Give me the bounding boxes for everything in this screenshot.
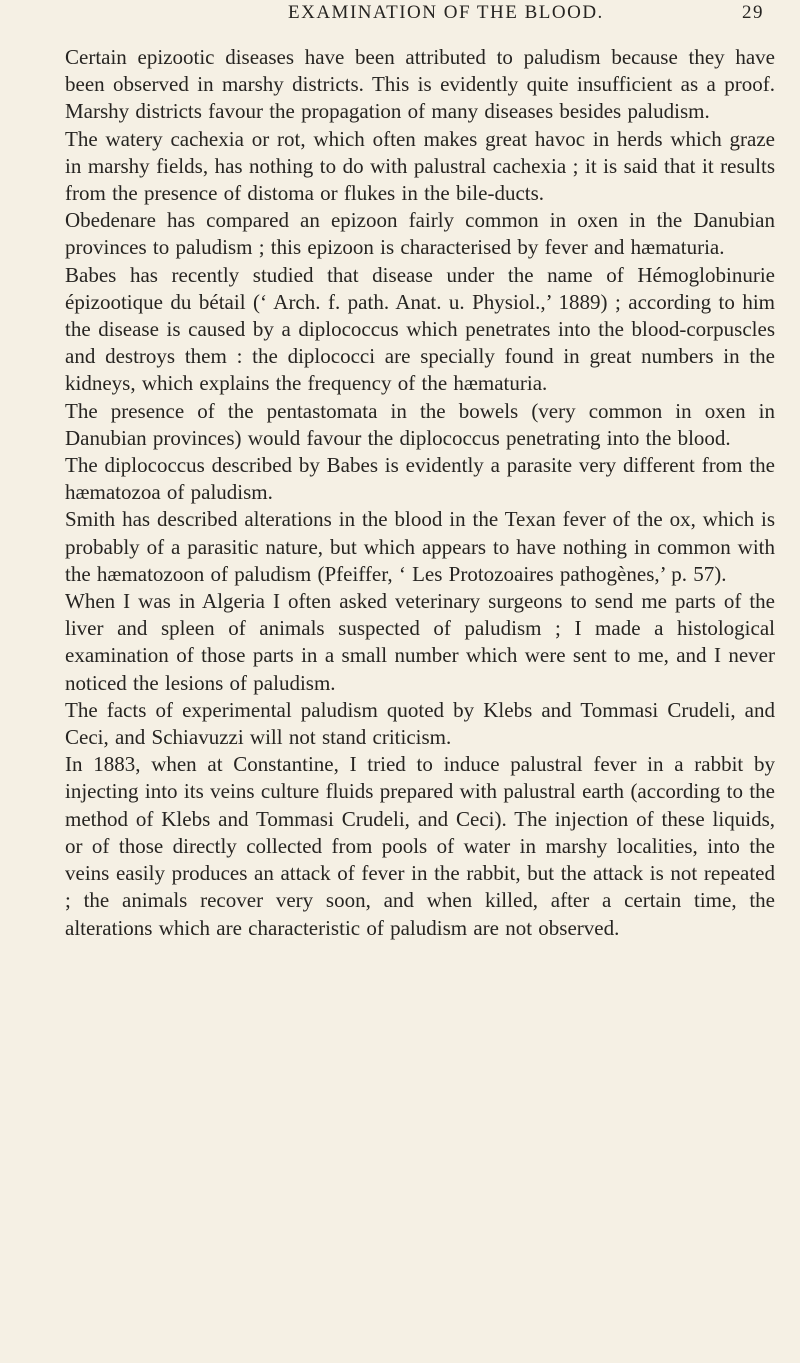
paragraph-watery-cachexia: The watery cachexia or rot, which often makes great havoc in herds which graze in marshy fields, has nothing to do with palustral cachexia ; it is said that it results from the presence of distoma or flukes in the bile-ducts. [65,126,775,206]
paragraph-pentastomata: The presence of the pentastomata in the bowels (very common in oxen in Danubian provinces) would favour the diplococcus penetrating into the blood. [65,398,775,450]
paragraph-algeria: When I was in Algeria I often asked veterinary surgeons to send me parts of the liver and spleen of animals suspected of paludism ; I made a histological examination of those parts in a small number which were sent to me, and I never noticed the lesions of paludism. [65,589,775,695]
running-title: EXAMINATION OF THE BLOOD. [288,2,604,23]
body-text [65,44,775,942]
paragraph-babes-study: Babes has recently studied that disease under the name of Hémoglobinurie épizootique du bétail (‘ Arch. f. path. Anat. u. Physiol.,’ 1889) ; according to him the disease is caused by a diplococcus which penetrates into the blood-corpuscles and destroys them : the diplococci are specially found in great numbers in the kidneys, which explains the frequency of the hæmaturia. [65,262,775,396]
paragraph-epizootic-diseases: Certain epizootic diseases have been attributed to paludism because they have been observed in marshy districts. This is evidently quite insufficient as a proof. Marshy districts favour the propagation of many diseases besides paludism. [65,45,775,124]
running-head [60,2,764,30]
paragraph-experimental-paludism: The facts of experimental paludism quoted by Klebs and Tommasi Crudeli, and Ceci, and Schiavuzzi will not stand criticism. [65,697,775,750]
paragraph-constantine-experiment: In 1883, when at Constantine, I tried to induce palustral fever in a rabbit by injecting into its veins culture fluids prepared with palustral earth (according to the method of Klebs and Tommasi Crudeli, and Ceci). The injection of these liquids, or of those directly collected from pools of water in marshy localities, into the veins easily produces an attack of fever in the rabbit, but the attack is not repeated ; the animals recover very soon, and when killed, after a certain time, the alterations which are characteristic of paludism are not observed. [65,752,775,940]
page-number: 29 [742,2,764,23]
paragraph-texan-fever: Smith has described alterations in the blood in the Texan fever of the ox, which is probably of a parasitic nature, but which appears to have nothing in common with the hæmatozoon of paludism (Pfeiffer, ‘ Les Protozoaires pathogènes,’ p. 57). [65,507,775,586]
paragraph-diplococcus: The diplococcus described by Babes is evidently a parasite very different from the hæmatozoa of paludism. [65,453,775,505]
paragraph-obedenare: Obedenare has compared an epizoon fairly common in oxen in the Danubian provinces to paludism ; this epizoon is characterised by fever and hæmaturia. [65,208,775,260]
